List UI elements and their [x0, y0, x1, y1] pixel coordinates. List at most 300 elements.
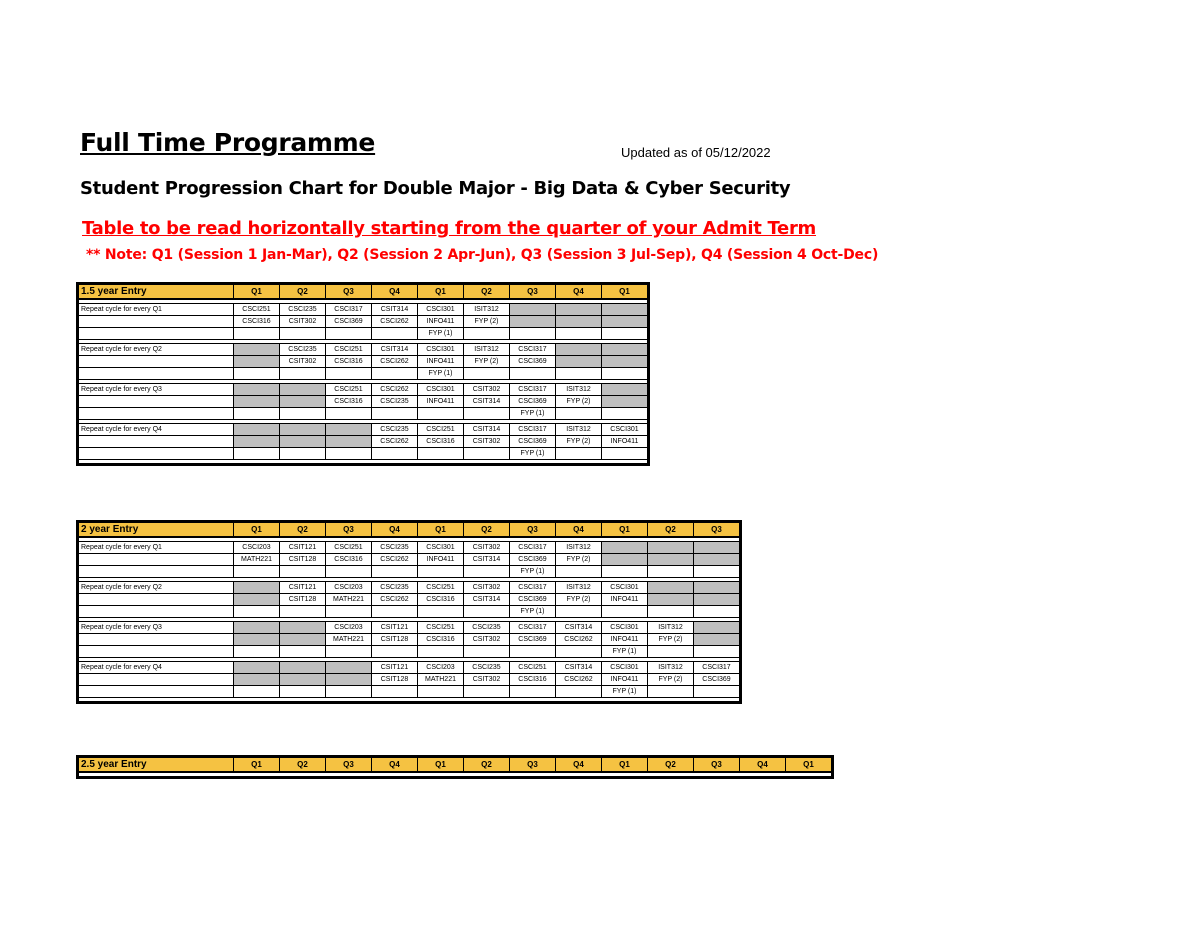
course-cell: CSCI316 [326, 396, 372, 408]
quarter-header: Q3 [510, 757, 556, 773]
course-cell: CSCI316 [418, 594, 464, 606]
unavailable-cell [234, 582, 280, 594]
empty-cell [602, 566, 648, 578]
empty-cell [326, 328, 372, 340]
unavailable-cell [234, 384, 280, 396]
course-cell: CSCI203 [326, 622, 372, 634]
quarter-header: Q4 [372, 522, 418, 538]
course-cell: CSIT128 [372, 674, 418, 686]
empty-cell [280, 566, 326, 578]
empty-cell [326, 686, 372, 698]
entry-title: 2.5 year Entry [78, 757, 234, 773]
table-row [78, 408, 649, 420]
course-cell: FYP (2) [556, 594, 602, 606]
unavailable-cell [694, 622, 741, 634]
course-cell: CSCI301 [602, 424, 649, 436]
empty-cell [372, 448, 418, 460]
quarter-note: ** Note: Q1 (Session 1 Jan-Mar), Q2 (Session 2 Apr-Jun), Q3 (Session 3 Jul-Sep), Q4 (Session 4 Oct-Dec) [86, 247, 879, 263]
course-cell: CSCI262 [556, 634, 602, 646]
reading-instruction: Table to be read horizontally starting from the quarter of your Admit Term [82, 218, 817, 239]
quarter-header: Q1 [602, 757, 648, 773]
course-cell: CSCI369 [510, 356, 556, 368]
empty-cell [326, 368, 372, 380]
unavailable-cell [234, 662, 280, 674]
course-cell: CSCI203 [326, 582, 372, 594]
spacer-row [78, 460, 649, 465]
entry-title: 1.5 year Entry [78, 284, 234, 300]
empty-cell [464, 448, 510, 460]
unavailable-cell [234, 396, 280, 408]
unavailable-cell [602, 356, 649, 368]
course-cell: CSCI316 [234, 316, 280, 328]
course-cell: CSCI262 [372, 594, 418, 606]
course-cell: CSCI301 [418, 384, 464, 396]
empty-label-cell [78, 368, 234, 380]
course-cell: CSIT128 [280, 554, 326, 566]
course-cell: CSCI316 [418, 634, 464, 646]
empty-cell [556, 448, 602, 460]
empty-label-cell [78, 674, 234, 686]
table-row [78, 356, 649, 368]
course-cell: CSCI316 [510, 674, 556, 686]
cycle-label: Repeat cycle for every Q1 [78, 542, 234, 554]
quarter-header: Q4 [740, 757, 786, 773]
course-cell: CSCI235 [372, 424, 418, 436]
unavailable-cell [694, 542, 741, 554]
unavailable-cell [694, 554, 741, 566]
quarter-header: Q1 [234, 757, 280, 773]
table-row [78, 328, 649, 340]
empty-cell [694, 566, 741, 578]
entry-table-2-year [76, 520, 742, 704]
unavailable-cell [510, 316, 556, 328]
unavailable-cell [602, 542, 648, 554]
empty-label-cell [78, 328, 234, 340]
quarter-header: Q1 [234, 284, 280, 300]
empty-cell [234, 328, 280, 340]
course-cell: INFO411 [418, 396, 464, 408]
unavailable-cell [234, 594, 280, 606]
course-cell: FYP (2) [648, 674, 694, 686]
course-cell: ISIT312 [648, 662, 694, 674]
empty-cell [464, 686, 510, 698]
cycle-label: Repeat cycle for every Q2 [78, 344, 234, 356]
course-cell: CSIT302 [464, 384, 510, 396]
empty-label-cell [78, 554, 234, 566]
empty-cell [280, 408, 326, 420]
quarter-header: Q3 [326, 757, 372, 773]
course-cell: CSCI262 [372, 356, 418, 368]
table-row [78, 316, 649, 328]
quarter-header: Q1 [418, 284, 464, 300]
unavailable-cell [234, 356, 280, 368]
empty-cell [602, 448, 649, 460]
quarter-header: Q3 [326, 284, 372, 300]
empty-label-cell [78, 436, 234, 448]
course-cell: MATH221 [326, 594, 372, 606]
course-cell: CSCI235 [372, 542, 418, 554]
course-cell: CSCI316 [418, 436, 464, 448]
empty-cell [418, 566, 464, 578]
empty-cell [648, 686, 694, 698]
quarter-header: Q4 [372, 757, 418, 773]
course-cell: CSCI316 [326, 356, 372, 368]
table-row [78, 582, 741, 594]
empty-cell [556, 408, 602, 420]
course-cell: CSCI317 [694, 662, 741, 674]
cycle-label: Repeat cycle for every Q1 [78, 304, 234, 316]
empty-cell [648, 646, 694, 658]
course-cell: CSIT121 [280, 542, 326, 554]
course-cell: CSCI316 [326, 554, 372, 566]
quarter-header: Q2 [648, 522, 694, 538]
empty-label-cell [78, 594, 234, 606]
course-cell: CSCI235 [372, 396, 418, 408]
spacer-cell [78, 460, 649, 465]
empty-cell [510, 646, 556, 658]
empty-label-cell [78, 448, 234, 460]
unavailable-cell [234, 634, 280, 646]
unavailable-cell [234, 622, 280, 634]
course-cell: CSIT302 [464, 542, 510, 554]
table-row [78, 662, 741, 674]
unavailable-cell [280, 384, 326, 396]
course-cell: MATH221 [418, 674, 464, 686]
course-cell: CSCI251 [326, 344, 372, 356]
course-cell: INFO411 [418, 554, 464, 566]
course-cell: FYP (1) [510, 566, 556, 578]
course-cell: INFO411 [602, 674, 648, 686]
course-cell: CSCI262 [372, 436, 418, 448]
table-row [78, 606, 741, 618]
course-cell: FYP (2) [464, 356, 510, 368]
unavailable-cell [280, 424, 326, 436]
table-header-row [78, 284, 649, 300]
cycle-label: Repeat cycle for every Q3 [78, 384, 234, 396]
empty-cell [556, 686, 602, 698]
empty-cell [280, 328, 326, 340]
quarter-header: Q2 [280, 757, 326, 773]
course-cell: CSCI235 [280, 344, 326, 356]
unavailable-cell [694, 582, 741, 594]
course-cell: INFO411 [602, 594, 648, 606]
course-cell: CSCI317 [510, 384, 556, 396]
unavailable-cell [694, 594, 741, 606]
empty-cell [464, 328, 510, 340]
empty-cell [234, 566, 280, 578]
unavailable-cell [602, 554, 648, 566]
quarter-header: Q4 [556, 757, 602, 773]
course-cell: CSCI301 [602, 582, 648, 594]
course-cell: CSCI203 [418, 662, 464, 674]
unavailable-cell [280, 396, 326, 408]
table-row [78, 566, 741, 578]
unavailable-cell [326, 674, 372, 686]
course-cell: CSCI235 [280, 304, 326, 316]
course-cell: CSIT121 [372, 662, 418, 674]
course-cell: MATH221 [234, 554, 280, 566]
course-cell: CSIT302 [464, 674, 510, 686]
table-row [78, 554, 741, 566]
table-row [78, 594, 741, 606]
empty-cell [556, 368, 602, 380]
course-cell: CSIT121 [280, 582, 326, 594]
unavailable-cell [326, 662, 372, 674]
course-cell: FYP (2) [556, 436, 602, 448]
updated-date: Updated as of 05/12/2022 [621, 145, 771, 160]
course-cell: CSCI301 [602, 662, 648, 674]
empty-cell [280, 368, 326, 380]
cycle-label: Repeat cycle for every Q3 [78, 622, 234, 634]
quarter-header: Q1 [786, 757, 833, 773]
empty-cell [418, 646, 464, 658]
unavailable-cell [556, 356, 602, 368]
empty-cell [556, 646, 602, 658]
course-cell: FYP (1) [510, 448, 556, 460]
empty-cell [280, 448, 326, 460]
course-cell: CSCI369 [510, 554, 556, 566]
empty-cell [234, 368, 280, 380]
empty-cell [602, 328, 649, 340]
unavailable-cell [326, 424, 372, 436]
quarter-header: Q4 [556, 522, 602, 538]
empty-cell [694, 606, 741, 618]
course-cell: CSCI317 [510, 424, 556, 436]
course-cell: CSCI301 [602, 622, 648, 634]
empty-cell [234, 606, 280, 618]
course-cell: CSIT302 [464, 634, 510, 646]
course-cell: CSCI251 [326, 542, 372, 554]
table-row [78, 368, 649, 380]
entry-table-1-5-year [76, 282, 650, 466]
empty-cell [372, 408, 418, 420]
empty-cell [234, 646, 280, 658]
unavailable-cell [602, 304, 649, 316]
chart-subtitle: Student Progression Chart for Double Major - Big Data & Cyber Security [80, 178, 791, 199]
empty-cell [648, 606, 694, 618]
empty-label-cell [78, 686, 234, 698]
course-cell: FYP (2) [556, 554, 602, 566]
table-row [78, 686, 741, 698]
unavailable-cell [280, 622, 326, 634]
unavailable-cell [648, 582, 694, 594]
course-cell: ISIT312 [556, 384, 602, 396]
course-cell: CSCI262 [372, 384, 418, 396]
empty-cell [372, 646, 418, 658]
course-cell: FYP (1) [602, 646, 648, 658]
unavailable-cell [648, 554, 694, 566]
empty-cell [326, 448, 372, 460]
course-cell: CSCI369 [510, 436, 556, 448]
unavailable-cell [234, 674, 280, 686]
empty-cell [602, 606, 648, 618]
course-cell: FYP (2) [648, 634, 694, 646]
empty-cell [694, 686, 741, 698]
unavailable-cell [602, 344, 649, 356]
quarter-header: Q3 [510, 284, 556, 300]
table-row [78, 436, 649, 448]
course-cell: CSIT314 [556, 622, 602, 634]
empty-cell [326, 606, 372, 618]
empty-cell [602, 408, 649, 420]
empty-cell [326, 566, 372, 578]
unavailable-cell [280, 634, 326, 646]
course-cell: CSCI262 [556, 674, 602, 686]
course-cell: CSIT121 [372, 622, 418, 634]
course-cell: INFO411 [602, 634, 648, 646]
unavailable-cell [234, 344, 280, 356]
quarter-header: Q2 [464, 522, 510, 538]
course-cell: CSCI262 [372, 554, 418, 566]
cycle-label: Repeat cycle for every Q4 [78, 424, 234, 436]
course-cell: FYP (1) [602, 686, 648, 698]
unavailable-cell [234, 424, 280, 436]
table-header-row [78, 757, 833, 773]
course-cell: CSCI301 [418, 344, 464, 356]
unavailable-cell [602, 316, 649, 328]
course-cell: ISIT312 [556, 542, 602, 554]
course-cell: CSCI251 [326, 384, 372, 396]
empty-cell [464, 368, 510, 380]
table-row [78, 674, 741, 686]
course-cell: CSCI317 [510, 622, 556, 634]
course-cell: CSCI317 [510, 582, 556, 594]
course-cell: CSCI251 [234, 304, 280, 316]
course-cell: CSIT128 [372, 634, 418, 646]
quarter-header: Q2 [464, 757, 510, 773]
table-row [78, 646, 741, 658]
empty-cell [418, 686, 464, 698]
course-cell: FYP (2) [556, 396, 602, 408]
course-cell: ISIT312 [464, 304, 510, 316]
spacer-row [78, 698, 741, 703]
quarter-header: Q4 [372, 284, 418, 300]
course-cell: MATH221 [326, 634, 372, 646]
empty-label-cell [78, 408, 234, 420]
unavailable-cell [602, 384, 649, 396]
empty-label-cell [78, 646, 234, 658]
entry-title: 2 year Entry [78, 522, 234, 538]
empty-cell [372, 606, 418, 618]
unavailable-cell [280, 436, 326, 448]
empty-cell [510, 686, 556, 698]
empty-label-cell [78, 566, 234, 578]
empty-cell [556, 566, 602, 578]
table-row [78, 424, 649, 436]
empty-label-cell [78, 606, 234, 618]
table-row [78, 622, 741, 634]
empty-cell [372, 566, 418, 578]
unavailable-cell [510, 304, 556, 316]
empty-cell [556, 606, 602, 618]
empty-cell [556, 328, 602, 340]
course-cell: CSCI262 [372, 316, 418, 328]
course-cell: ISIT312 [464, 344, 510, 356]
table-header-row [78, 522, 741, 538]
empty-cell [280, 686, 326, 698]
quarter-header: Q1 [234, 522, 280, 538]
quarter-header: Q1 [418, 522, 464, 538]
table-row [78, 448, 649, 460]
course-cell: CSIT302 [464, 582, 510, 594]
empty-cell [326, 646, 372, 658]
unavailable-cell [280, 662, 326, 674]
empty-cell [280, 646, 326, 658]
empty-cell [694, 646, 741, 658]
course-cell: FYP (1) [510, 606, 556, 618]
course-cell: CSCI301 [418, 542, 464, 554]
empty-cell [326, 408, 372, 420]
course-cell: FYP (1) [418, 328, 464, 340]
course-cell: CSCI235 [464, 662, 510, 674]
quarter-header: Q2 [648, 757, 694, 773]
empty-cell [464, 566, 510, 578]
unavailable-cell [556, 344, 602, 356]
course-cell: ISIT312 [556, 582, 602, 594]
unavailable-cell [602, 396, 649, 408]
course-cell: CSCI301 [418, 304, 464, 316]
quarter-header: Q3 [510, 522, 556, 538]
entry-table-2-5-year [76, 755, 834, 779]
course-cell: CSCI235 [464, 622, 510, 634]
course-cell: CSIT314 [464, 396, 510, 408]
course-cell: CSCI369 [510, 634, 556, 646]
empty-cell [464, 646, 510, 658]
empty-cell [372, 686, 418, 698]
table-row [78, 542, 741, 554]
course-cell: CSCI369 [694, 674, 741, 686]
table-row [78, 396, 649, 408]
course-cell: CSCI317 [510, 344, 556, 356]
table-row [78, 384, 649, 396]
course-cell: CSCI251 [418, 582, 464, 594]
course-cell: CSCI251 [418, 622, 464, 634]
quarter-header: Q2 [280, 284, 326, 300]
unavailable-cell [648, 594, 694, 606]
spacer-cell [78, 698, 741, 703]
cycle-label: Repeat cycle for every Q2 [78, 582, 234, 594]
empty-cell [372, 368, 418, 380]
spacer-cell [78, 772, 833, 778]
course-cell: FYP (2) [464, 316, 510, 328]
quarter-header: Q2 [280, 522, 326, 538]
page-title: Full Time Programme [80, 128, 376, 157]
quarter-header: Q3 [694, 757, 740, 773]
course-cell: ISIT312 [556, 424, 602, 436]
unavailable-cell [648, 542, 694, 554]
unavailable-cell [280, 674, 326, 686]
empty-cell [418, 448, 464, 460]
empty-cell [464, 408, 510, 420]
empty-cell [234, 686, 280, 698]
course-cell: CSCI251 [418, 424, 464, 436]
course-cell: CSIT128 [280, 594, 326, 606]
course-cell: CSIT302 [280, 316, 326, 328]
empty-cell [234, 448, 280, 460]
course-cell: CSCI203 [234, 542, 280, 554]
course-cell: CSCI317 [326, 304, 372, 316]
empty-label-cell [78, 356, 234, 368]
empty-label-cell [78, 396, 234, 408]
course-cell: CSCI369 [326, 316, 372, 328]
course-cell: CSCI235 [372, 582, 418, 594]
unavailable-cell [234, 436, 280, 448]
quarter-header: Q1 [418, 757, 464, 773]
empty-cell [418, 408, 464, 420]
table-row [78, 304, 649, 316]
course-cell: CSCI251 [510, 662, 556, 674]
table-row [78, 634, 741, 646]
